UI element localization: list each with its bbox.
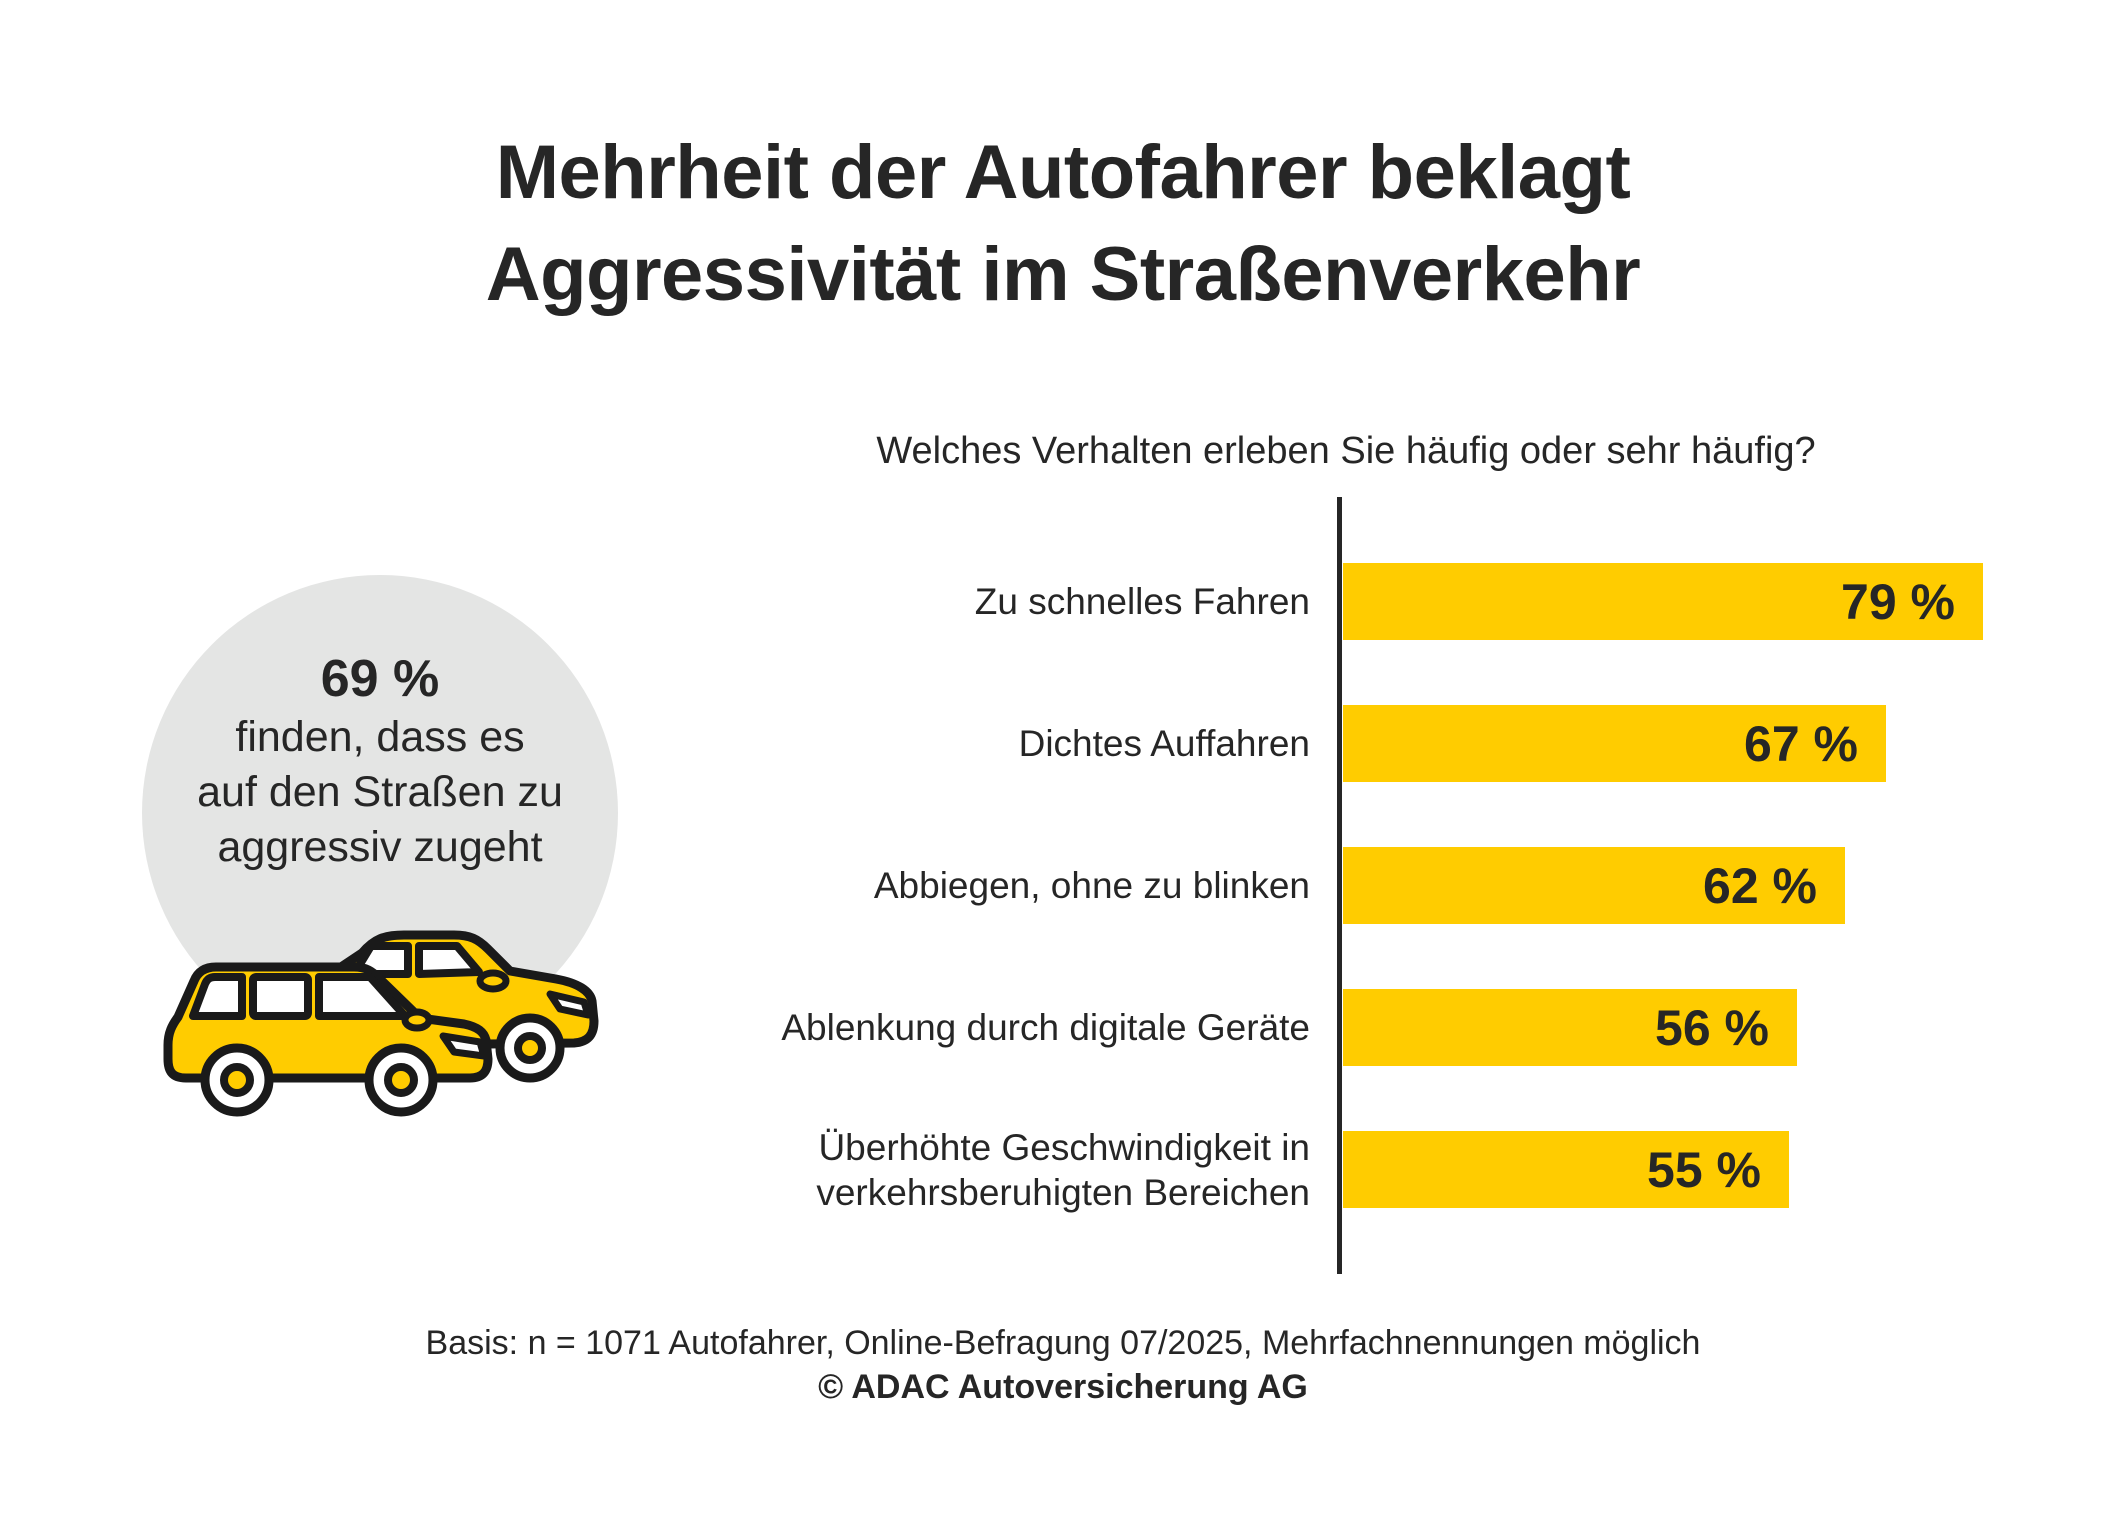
page-title xyxy=(0,122,2126,326)
bar-category-label: Abbiegen, ohne zu blinken xyxy=(873,865,1310,906)
highlight-line-3: aggressiv zugeht xyxy=(217,823,543,871)
chart-question: Welches Verhalten erleben Sie häufig oder sehr häufig? xyxy=(876,430,1816,472)
bar xyxy=(1343,1131,1789,1208)
footer-basis: Basis: n = 1071 Autofahrer, Online-Befragung 07/2025, Mehrfachnennungen möglich xyxy=(425,1324,1701,1362)
highlight-value: 69 % xyxy=(320,650,440,708)
bar-value-label: 56 % xyxy=(1655,999,1769,1056)
highlight-line-1: finden, dass es xyxy=(235,713,525,761)
chart-axis-line xyxy=(1337,497,1342,1274)
bar xyxy=(1343,563,1983,640)
highlight-line-2: auf den Straßen zu xyxy=(197,768,563,816)
bar-value-label: 79 % xyxy=(1841,573,1955,630)
highlight-text xyxy=(142,648,618,875)
bar-category-label: Dichtes Auffahren xyxy=(1018,723,1310,764)
page-title-line-1: Mehrheit der Autofahrer beklagt xyxy=(495,130,1631,215)
bar xyxy=(1343,847,1845,924)
bar-value-label: 62 % xyxy=(1703,857,1817,914)
bar xyxy=(1343,989,1797,1066)
bar-value-label: 55 % xyxy=(1647,1141,1761,1198)
page-title-line-2: Aggressivität im Straßenverkehr xyxy=(485,232,1641,317)
bar-category-label: Zu schnelles Fahren xyxy=(974,581,1310,622)
bar-category-label: Ablenkung durch digitale Geräte xyxy=(781,1007,1310,1048)
bar-category-label: Überhöhte Geschwindigkeit in verkehrsberuhigten Bereichen xyxy=(816,1126,1310,1213)
bar-value-label: 67 % xyxy=(1744,715,1858,772)
bar xyxy=(1343,705,1886,782)
cars-icon xyxy=(158,915,610,1127)
footer-copyright: © ADAC Autoversicherung AG xyxy=(818,1368,1308,1406)
